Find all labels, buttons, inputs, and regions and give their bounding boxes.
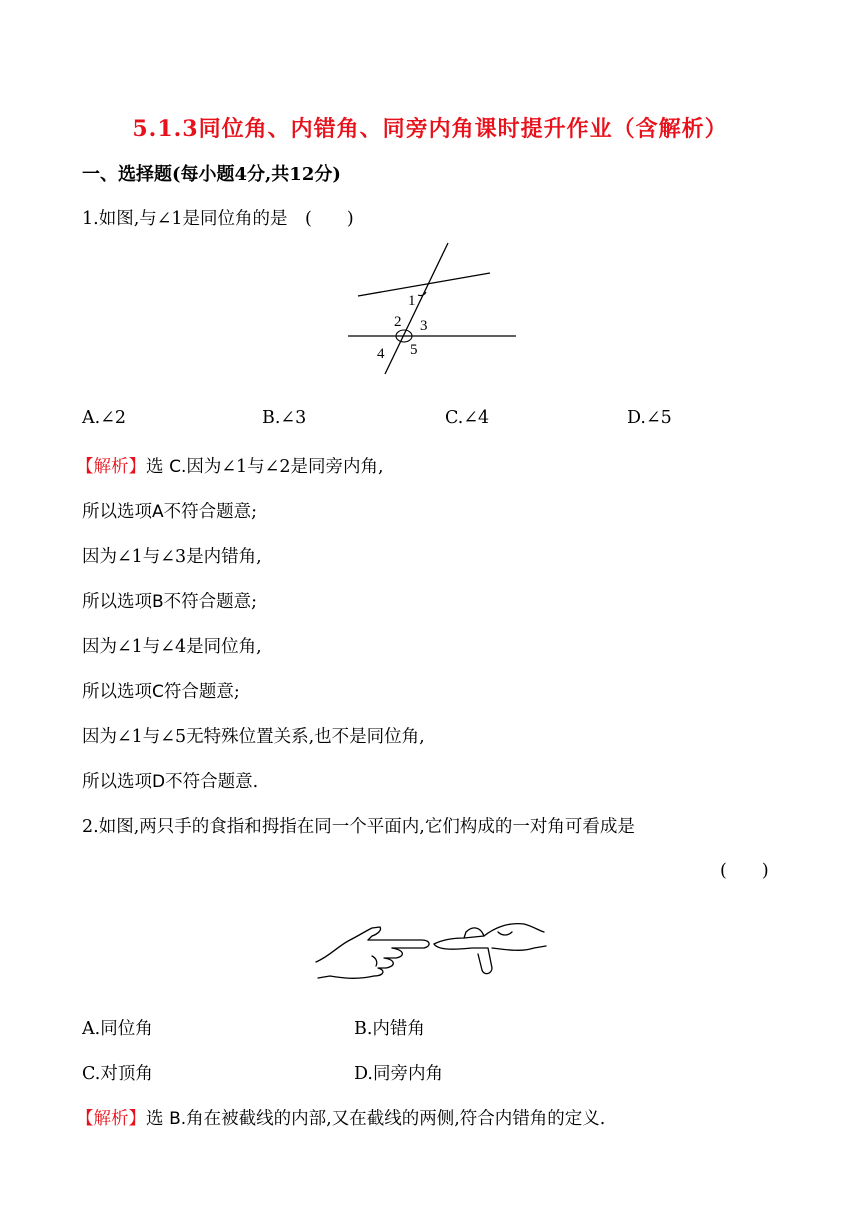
q1-solution-line: 因为∠1与∠4是同位角, [82, 637, 262, 657]
page-title: 5.1.3同位角、内错角、同旁内角课时提升作业（含解析） [132, 116, 728, 142]
label-3: 3 [420, 318, 428, 334]
q2-option-a: A.同位角 [82, 1019, 153, 1039]
q1-solution-line: 所以选项B不符合题意; [82, 592, 258, 612]
q1-solution-first-line: 【解析】选 C.因为∠1与∠2是同旁内角, [76, 457, 384, 477]
q1-option-d: D.∠5 [627, 408, 672, 428]
question-2-stem: 2.如图,两只手的食指和拇指在同一个平面内,它们构成的一对角可看成是 [82, 817, 635, 837]
q1-solution-line: 所以选项C符合题意; [82, 682, 240, 702]
q2-solution-line: 【解析】选 B.角在被截线的内部,又在截线的两侧,符合内错角的定义. [76, 1109, 606, 1129]
q1-solution-line: 所以选项D不符合题意. [82, 772, 259, 792]
answer-letter: C. [169, 457, 187, 477]
q1-option-b: B.∠3 [262, 408, 307, 428]
q1-solution-line: 所以选项A不符合题意; [82, 502, 258, 522]
label-1: 1 [408, 293, 416, 309]
q1-figure-intersecting-lines [340, 238, 530, 378]
q1-solution-line: 因为∠1与∠5无特殊位置关系,也不是同位角, [82, 727, 425, 747]
answer-letter: B. [169, 1109, 187, 1129]
label-5: 5 [410, 342, 418, 358]
q2-option-d: D.同旁内角 [354, 1064, 443, 1084]
solution-tag: 【解析】 [76, 457, 146, 477]
q1-solution-line: 因为∠1与∠3是内错角, [82, 547, 262, 567]
section-heading: 一、选择题(每小题4分,共12分) [82, 164, 341, 185]
label-4: 4 [377, 346, 385, 362]
q2-figure-two-hands [312, 918, 548, 986]
q2-option-c: C.对顶角 [82, 1064, 153, 1084]
label-2: 2 [394, 314, 402, 330]
q2-option-b: B.内错角 [354, 1019, 425, 1039]
q2-answer-paren: ( ) [720, 861, 769, 881]
question-1-stem: 1.如图,与∠1是同位角的是 ( ) [82, 209, 354, 229]
q1-option-a: A.∠2 [82, 408, 126, 428]
solution-tag: 【解析】 [76, 1109, 146, 1129]
q1-option-c: C.∠4 [445, 408, 490, 428]
